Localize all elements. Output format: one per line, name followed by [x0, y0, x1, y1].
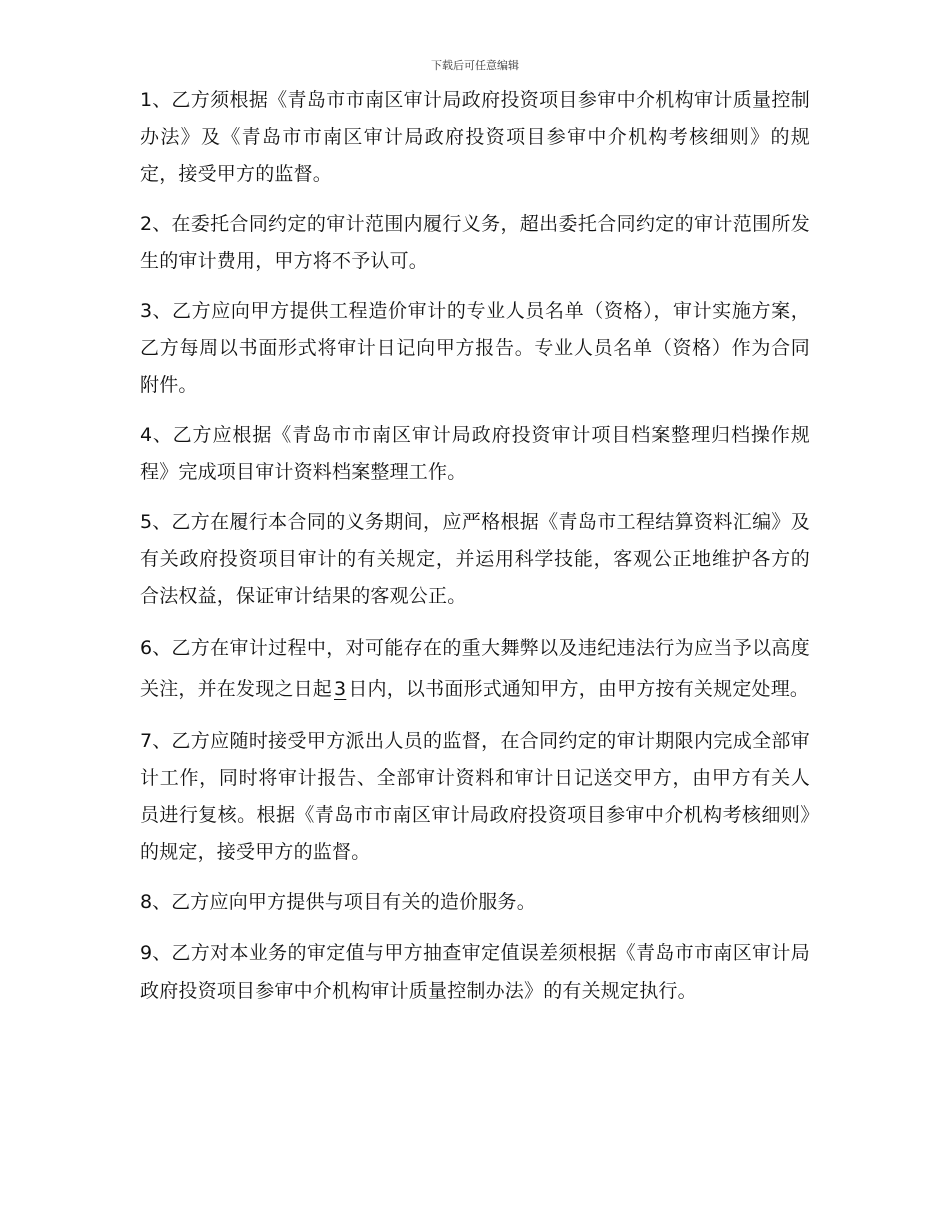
clause-text: 日内，以书面形式通知甲方，由甲方按有关规定处理。 [348, 678, 810, 700]
clause-number: 2、 [140, 213, 172, 235]
clause-item [140, 934, 810, 1010]
clause-text: 乙方须根据《青岛市市南区审计局政府投资项目参审中介机构审计质量控制办法》及《青岛市市南区审计局政府投资项目参审中介机构考核细则》的规定，接受甲方的监督。 [140, 89, 810, 185]
clause-text: 乙方应随时接受甲方派出人员的监督，在合同约定的审计期限内完成全部审计工作，同时将审计报告、全部审计资料和审计日记送交甲方，由甲方有关人员进行复核。根据《青岛市市南区审计局政府投资项目参审中介机构考核细则》的规定，接受甲方的监督。 [140, 730, 810, 863]
clause-item [140, 884, 810, 921]
clause-number: 8、 [140, 891, 172, 913]
fill-in-blank: 3 [334, 678, 347, 700]
clause-item [140, 723, 810, 871]
clause-text: 乙方应向甲方提供工程造价审计的专业人员名单（资格），审计实施方案，乙方每周以书面形式将审计日记向甲方报告。专业人员名单（资格）作为合同附件。 [140, 300, 810, 396]
clause-number: 7、 [140, 730, 172, 752]
header-note: 下载后可任意编辑 [431, 59, 519, 72]
clause-item [140, 82, 810, 193]
clause-number: 3、 [140, 300, 172, 322]
clause-text: 乙方对本业务的审定值与甲方抽查审定值误差须根据《青岛市市南区审计局政府投资项目参审中介机构审计质量控制办法》的有关规定执行。 [140, 942, 810, 1002]
clause-number: 6、 [140, 637, 172, 659]
clause-text: 乙方应根据《青岛市市南区审计局政府投资审计项目档案整理归档操作规程》完成项目审计资料档案整理工作。 [140, 424, 810, 483]
clause-list [140, 82, 810, 1023]
clause-item [140, 628, 810, 710]
clause-number: 9、 [140, 942, 172, 964]
clause-text: 乙方在履行本合同的义务期间，应严格根据《青岛市工程结算资料汇编》及有关政府投资项目审计的有关规定，并运用科学技能，客观公正地维护各方的合法权益，保证审计结果的客观公正。 [140, 511, 810, 607]
clause-text: 乙方应向甲方提供与项目有关的造价服务。 [171, 891, 536, 913]
clause-number: 5、 [140, 511, 172, 533]
clause-number: 4、 [140, 424, 173, 446]
clause-number: 1、 [140, 89, 172, 111]
clause-text: 在委托合同约定的审计范围内履行义务，超出委托合同约定的审计范围所发生的审计费用，甲方将不予认可。 [140, 213, 810, 272]
clause-item [140, 417, 810, 491]
clause-item [140, 206, 810, 280]
clause-item [140, 293, 810, 404]
clause-item [140, 504, 810, 615]
clause-text: 乙方在审计过程中，对可能存在的重大舞弊以及违纪违法行为应当予以高度关注，并在发现之日起 [140, 637, 810, 700]
